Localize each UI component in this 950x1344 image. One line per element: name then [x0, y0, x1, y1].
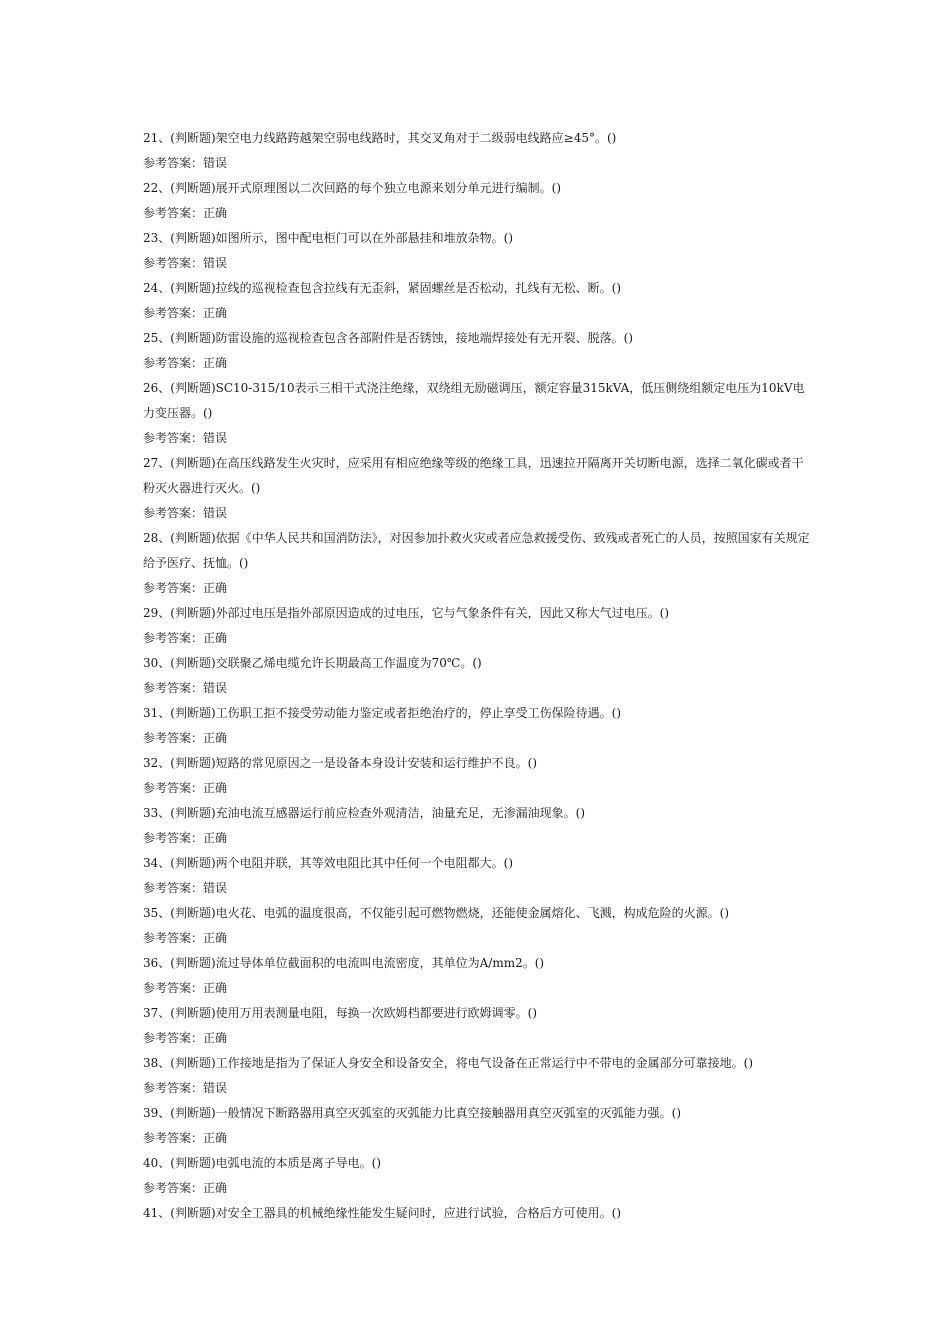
- question-22: 22、(判断题)展开式原理图以二次回路的每个独立电源来划分单元进行编制。(): [143, 181, 561, 195]
- answer-39: 参考答案：正确: [143, 1131, 228, 1145]
- answer-25: 参考答案：正确: [143, 356, 228, 370]
- answer-29: 参考答案：正确: [143, 631, 228, 645]
- answer-33: 参考答案：正确: [143, 831, 228, 845]
- question-31: 31、(判断题)工伤职工拒不接受劳动能力鉴定或者拒绝治疗的，停止享受工伤保险待遇。(): [143, 706, 621, 720]
- question-29: 29、(判断题)外部过电压是指外部原因造成的过电压，它与气象条件有关，因此又称大气过电压。(): [143, 606, 669, 620]
- question-34: 34、(判断题)两个电阻并联，其等效电阻比其中任何一个电阻都大。(): [143, 856, 513, 870]
- answer-26: 参考答案：错误: [143, 431, 228, 445]
- question-33: 33、(判断题)充油电流互感器运行前应检查外观清洁，油量充足，无渗漏油现象。(): [143, 806, 585, 820]
- question-28: 28、(判断题)依据《中华人民共和国消防法》，对因参加扑救火灾或者应急救援受伤、致残或者死亡的人员，按照国家有关规定给予医疗、抚恤。(): [143, 531, 810, 570]
- answer-32: 参考答案：正确: [143, 781, 228, 795]
- answer-38: 参考答案：错误: [143, 1081, 228, 1095]
- answer-40: 参考答案：正确: [143, 1181, 228, 1195]
- answer-31: 参考答案：正确: [143, 731, 228, 745]
- answer-37: 参考答案：正确: [143, 1031, 228, 1045]
- answer-22: 参考答案：正确: [143, 206, 228, 220]
- question-36: 36、(判断题)流过导体单位截面积的电流叫电流密度，其单位为A/mm2。(): [143, 956, 545, 970]
- question-30: 30、(判断题)交联聚乙烯电缆允许长期最高工作温度为70℃。(): [143, 656, 482, 670]
- question-21: 21、(判断题)架空电力线路跨越架空弱电线路时，其交叉角对于二级弱电线路应≥45°。(): [143, 131, 617, 145]
- answer-27: 参考答案：错误: [143, 506, 228, 520]
- question-38: 38、(判断题)工作接地是指为了保证人身安全和设备安全，将电气设备在正常运行中不带电的金属部分可靠接地。(): [143, 1056, 754, 1070]
- answer-23: 参考答案：错误: [143, 256, 228, 270]
- question-list: [143, 126, 815, 1226]
- question-27: 27、(判断题)在高压线路发生火灾时，应采用有相应绝缘等级的绝缘工具，迅速拉开隔离开关切断电源，选择二氧化碳或者干粉灭火器进行灭火。(): [143, 456, 804, 495]
- question-25: 25、(判断题)防雷设施的巡视检查包含各部附件是否锈蚀，接地端焊接处有无开裂、脱落。(): [143, 331, 633, 345]
- question-41: 41、(判断题)对安全工器具的机械绝缘性能发生疑问时，应进行试验，合格后方可使用。(): [143, 1206, 621, 1220]
- question-35: 35、(判断题)电火花、电弧的温度很高，不仅能引起可燃物燃烧，还能使金属熔化、飞溅，构成危险的火源。(): [143, 906, 730, 920]
- answer-24: 参考答案：正确: [143, 306, 228, 320]
- question-23: 23、(判断题)如图所示，图中配电柜门可以在外部悬挂和堆放杂物。(): [143, 231, 513, 245]
- answer-21: 参考答案：错误: [143, 156, 228, 170]
- question-32: 32、(判断题)短路的常见原因之一是设备本身设计安装和运行维护不良。(): [143, 756, 537, 770]
- question-37: 37、(判断题)使用万用表测量电阻，每换一次欧姆档都要进行欧姆调零。(): [143, 1006, 537, 1020]
- question-26: 26、(判断题)SC10-315/10表示三相干式浇注绝缘，双绕组无励磁调压，额定容量315kVA，低压侧绕组额定电压为10kV电力变压器。(): [143, 381, 805, 420]
- answer-30: 参考答案：错误: [143, 681, 228, 695]
- answer-28: 参考答案：正确: [143, 581, 228, 595]
- question-39: 39、(判断题)一般情况下断路器用真空灭弧室的灭弧能力比真空接触器用真空灭弧室的灭弧能力强。(): [143, 1106, 681, 1120]
- answer-36: 参考答案：正确: [143, 981, 228, 995]
- answer-35: 参考答案：正确: [143, 931, 228, 945]
- question-40: 40、(判断题)电弧电流的本质是离子导电。(): [143, 1156, 381, 1170]
- question-24: 24、(判断题)拉线的巡视检查包含拉线有无歪斜，紧固螺丝是否松动，扎线有无松、断。(): [143, 281, 621, 295]
- answer-34: 参考答案：错误: [143, 881, 228, 895]
